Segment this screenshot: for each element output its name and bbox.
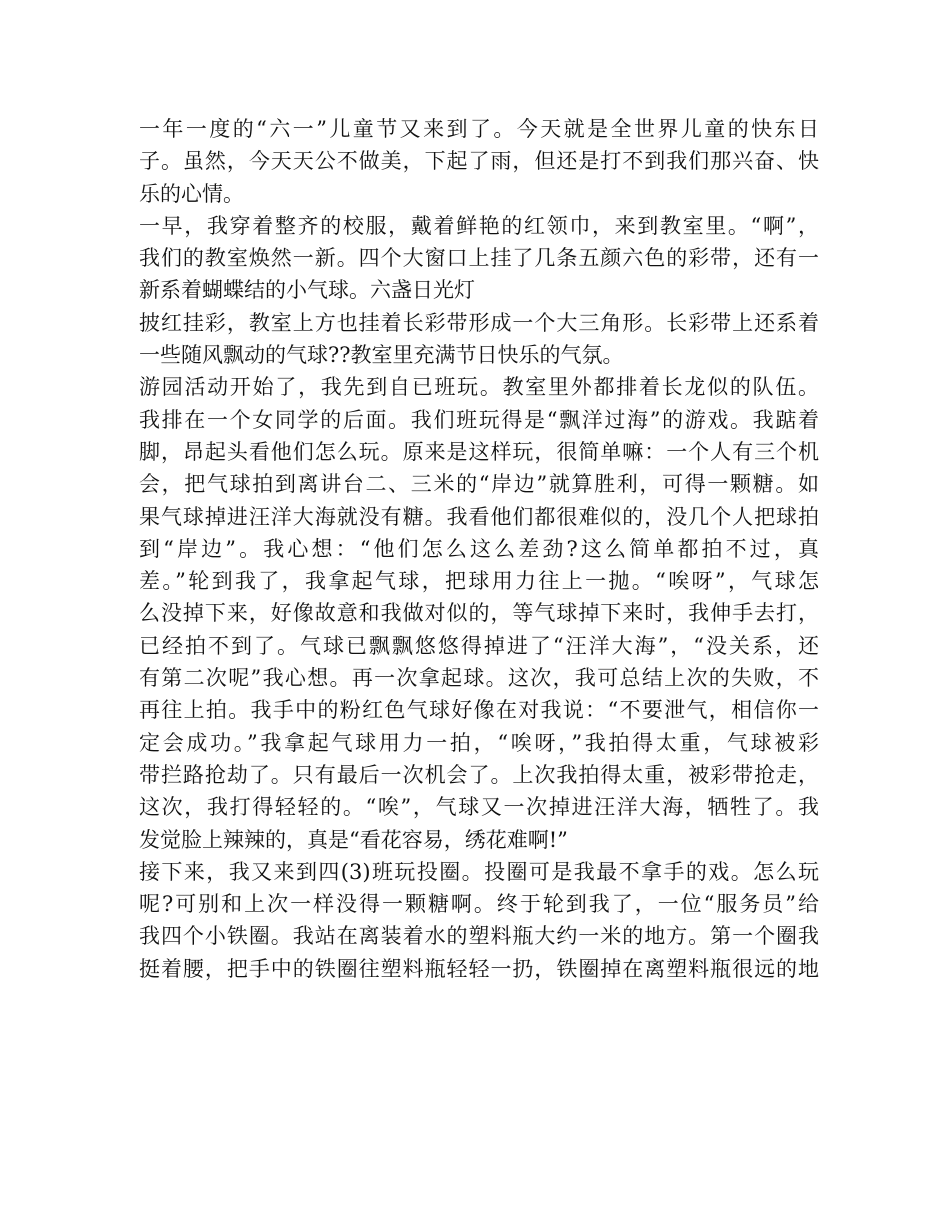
text-line: 这次，我打得轻轻的。“唉”，气球又一次掉进汪洋大海，牺牲了。我	[139, 795, 819, 820]
text-line: 发觉脸上辣辣的，真是“看花容易，绣花难啊!”	[139, 827, 568, 852]
text-line: 会，把气球拍到离讲台二、三米的“岸边”就算胜利，可得一颗糖。如	[139, 472, 819, 497]
text-line: 接下来，我又来到四(3)班玩投圈。投圈可是我最不拿手的戏。怎么玩	[139, 859, 819, 884]
text-line: 果气球掉进汪洋大海就没有糖。我看他们都很难似的，没几个人把球拍	[139, 504, 819, 529]
text-line: 一年一度的“六一”儿童节又来到了。今天就是全世界儿童的快东日	[139, 117, 819, 141]
text-line: 我四个小铁圈。我站在离装着水的塑料瓶大约一米的地方。第一个圈我	[139, 924, 819, 949]
text-line: 已经拍不到了。气球已飘飘悠悠得掉进了“汪洋大海”，“没关系，还	[139, 633, 819, 658]
text-line: 挺着腰，把手中的铁圈往塑料瓶轻轻一扔，铁圈掉在离塑料瓶很远的地	[139, 956, 819, 981]
text-line: 子。虽然，今天天公不做美，下起了雨，但还是打不到我们那兴奋、快	[139, 149, 819, 174]
text-line: 呢?可别和上次一样没得一颗糖啊。终于轮到我了，一位“服务员”给	[139, 892, 819, 917]
text-line: 脚，昂起头看他们怎么玩。原来是这样玩，很简单嘛：一个人有三个机	[139, 439, 819, 464]
text-line: 我们的教室焕然一新。四个大窗口上挂了几条五颜六色的彩带，还有一	[139, 246, 819, 271]
text-line: 一早，我穿着整齐的校服，戴着鲜艳的红领巾，来到教室里。“啊”，	[139, 213, 819, 238]
article-body	[139, 113, 819, 985]
text-line: 有第二次呢”我心想。再一次拿起球。这次，我可总结上次的失败，不	[139, 666, 819, 691]
text-line: 再往上拍。我手中的粉红色气球好像在对我说：“不要泄气，相信你一	[139, 698, 819, 723]
text-line: 披红挂彩，教室上方也挂着长彩带形成一个大三角形。长彩带上还系着	[139, 310, 819, 335]
text-line: 我排在一个女同学的后面。我们班玩得是“飘洋过海”的游戏。我踮着	[139, 407, 819, 432]
text-line: 么没掉下来，好像故意和我做对似的，等气球掉下来时，我伸手去打，	[139, 601, 819, 626]
text-line: 乐的心情。	[139, 181, 244, 206]
text-line: 一些随风飘动的气球??教室里充满节日快乐的气氛。	[139, 343, 624, 368]
text-line: 定会成功。”我拿起气球用力一拍，“唉呀，”我拍得太重，气球被彩	[139, 730, 819, 755]
text-line: 差。”轮到我了，我拿起气球，把球用力往上一抛。“唉呀”，气球怎	[139, 569, 819, 594]
text-line: 新系着蝴蝶结的小气球。六盏日光灯	[139, 278, 475, 303]
text-line: 带拦路抢劫了。只有最后一次机会了。上次我拍得太重，被彩带抢走，	[139, 762, 819, 787]
text-line: 到“岸边”。我心想：“他们怎么这么差劲?这么简单都拍不过，真	[139, 536, 819, 561]
text-line: 游园活动开始了，我先到自已班玩。教室里外都排着长龙似的队伍。	[139, 375, 819, 400]
